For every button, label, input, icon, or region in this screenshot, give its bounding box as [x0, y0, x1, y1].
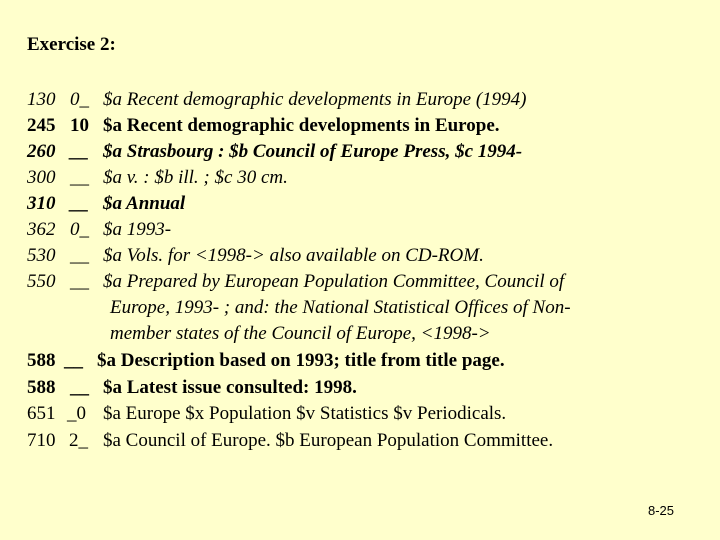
field-tag: 550 [27, 271, 56, 292]
field-indicators: __ [64, 350, 83, 371]
field-tag: 260 [27, 141, 56, 162]
field-tag: 710 [27, 430, 56, 451]
field-continuation: member states of the Council of Europe, <1998-> [110, 323, 491, 344]
field-tag: 588 [27, 350, 56, 371]
field-continuation: Europe, 1993- ; and: the National Statistical Offices of Non- [110, 297, 571, 318]
field-indicators: __ [70, 245, 89, 266]
field-tag: 130 [27, 89, 56, 110]
field-indicators: 10 [70, 115, 89, 136]
field-tag: 588 [27, 377, 56, 398]
field-indicators: __ [70, 141, 89, 162]
exercise-title: Exercise 2: [27, 34, 116, 55]
field-tag: 651 [27, 403, 56, 424]
field-indicators: __ [70, 377, 89, 398]
field-content: $a Prepared by European Population Committee, Council of [103, 271, 565, 292]
field-content: $a Annual [103, 193, 186, 214]
field-indicators: 0_ [70, 89, 89, 110]
field-indicators: __ [70, 193, 89, 214]
field-content: $a Strasbourg : $b Council of Europe Press, $c 1994- [103, 141, 523, 162]
field-indicators: _0 [67, 403, 86, 424]
field-content: $a Europe $x Population $v Statistics $v Periodicals. [103, 403, 507, 424]
field-indicators: __ [70, 167, 89, 188]
field-tag: 310 [27, 193, 56, 214]
field-tag: 300 [27, 167, 56, 188]
field-indicators: __ [70, 271, 89, 292]
field-content: $a Council of Europe. $b European Population Committee. [103, 430, 554, 451]
slide-number: 8-25 [648, 503, 675, 518]
field-content: $a Recent demographic developments in Europe. [103, 115, 500, 136]
field-content: $a v. : $b ill. ; $c 30 cm. [103, 167, 288, 188]
field-tag: 245 [27, 115, 56, 136]
field-tag: 362 [27, 219, 56, 240]
field-content: $a 1993- [103, 219, 172, 240]
field-content: $a Description based on 1993; title from title page. [97, 350, 505, 371]
field-content: $a Recent demographic developments in Europe (1994) [103, 89, 527, 110]
field-content: $a Latest issue consulted: 1998. [103, 377, 357, 398]
field-content: $a Vols. for <1998-> also available on CD-ROM. [103, 245, 484, 266]
field-tag: 530 [27, 245, 56, 266]
field-indicators: 0_ [70, 219, 89, 240]
field-indicators: 2_ [69, 430, 88, 451]
